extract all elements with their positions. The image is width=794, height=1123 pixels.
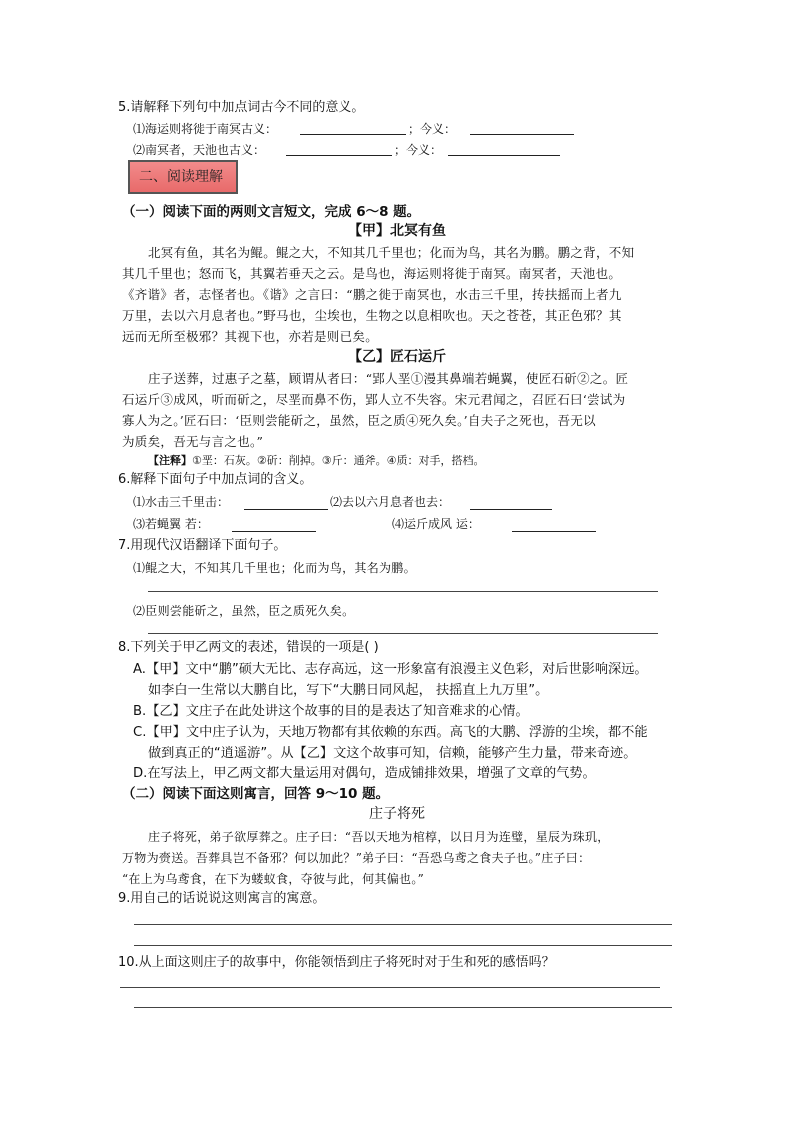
yi-line: 寡人为之。’匠石曰：‘臣则尝能斫之，虽然，臣之质④死久矣。’自夫子之死也，吾无以 [122,413,596,428]
q9-answer-line-2[interactable] [134,944,672,946]
q5-blank-1a[interactable] [300,133,406,135]
q7-sentence-1: ⑴鲲之大，不知其几千里也；化而为鸟，其名为鹏。 [133,561,416,575]
q6-item-3: ⑶若蝇翼 若： [133,517,209,531]
q9-answer-line-1[interactable] [134,923,672,925]
q5-blank-2b[interactable] [448,154,560,156]
notes-text: ①垩：石灰。②斫：削掉。③斤：通斧。④质：对手，搭档。 [192,454,485,467]
q10-answer-line-1[interactable] [120,986,660,988]
q10-title: 10.从上面这则庄子的故事中，你能领悟到庄子将死时对于生和死的感悟吗？ [118,955,555,970]
q6-blank-3[interactable] [232,530,316,532]
q5-line2: ⑵南冥者，天池也古义： [133,143,266,157]
yi-title: 【乙】匠石运斤 [348,349,446,365]
q8-title: 8.下列关于甲乙两文的表述，错误的一项是( ) [118,640,379,655]
part2-line: 万物为赍送。吾葬具岂不备邪？何以加此？”弟子曰：“吾恐乌鸢之食夫子也。”庄子曰： [122,851,591,865]
jia-title: 【甲】北冥有鱼 [348,223,446,239]
yi-line: 庄子送葬，过惠子之墓，顾谓从者曰：“郢人垩①漫其鼻端若蝇翼，使匠石斫②之。匠 [148,371,629,386]
q7-sentence-2: ⑵臣则尝能斫之，虽然，臣之质死久矣。 [133,604,355,618]
q5-line1: ⑴海运则将徙于南冥古义： [133,122,278,136]
q8-option-c-cont: 做到真正的“逍遥游”。从【乙】文这个故事可知，信赖，能够产生力量，带来奇迹。 [148,746,637,761]
q7-answer-line-1[interactable] [148,590,658,592]
jia-line: 万里，去以六月息者也。”野马也，尘埃也，生物之以息相吹也。天之苍苍，其正色邪？其 [122,308,622,323]
q6-blank-1[interactable] [244,508,328,510]
q6-blank-2[interactable] [470,508,552,510]
part2-line: 庄子将死，弟子欲厚葬之。庄子曰：“吾以天地为棺椁，以日月为连璧，星辰为珠玑， [148,830,610,844]
q5-blank-2a[interactable] [286,154,392,156]
notes [148,453,484,469]
part1-heading: （一）阅读下面的两则文言短文，完成 6～8 题。 [122,204,421,220]
q6-item-2: ⑵去以六月息者也去： [330,495,451,509]
q6-item-1: ⑴水击三千里击： [133,495,230,509]
jia-line: 其几千里也；怒而飞，其翼若垂天之云。是鸟也，海运则将徙于南冥。南冥者，天池也。 [122,266,622,281]
q6-title: 6.解释下面句子中加点词的含义。 [118,472,313,487]
q8-option-b: B.【乙】文庄子在此处讲这个故事的目的是表达了知音难求的心情。 [133,704,529,719]
yi-line: 石运斤③成风，听而斫之，尽垩而鼻不伤，郢人立不失容。宋元君闻之，召匠石曰‘尝试为 [122,392,626,407]
q8-option-a-cont: 如李白一生常以大鹏自比，写下“大鹏日同风起， 扶摇直上九万里”。 [148,683,549,698]
q9-title: 9.用自己的话说说这则寓言的寓意。 [118,891,326,906]
q5-blank-1b[interactable] [470,133,574,135]
q8-option-d: D.在写法上，甲乙两文都大量运用对偶句，造成铺排效果，增强了文章的气势。 [133,766,596,781]
part2-heading: （二）阅读下面这则寓言，回答 9～10 题。 [122,786,390,802]
q7-answer-line-2[interactable] [148,632,658,634]
q10-answer-line-2[interactable] [134,1006,672,1008]
part2-title: 庄子将死 [369,806,425,822]
q8-option-a: A.【甲】文中“鹏”硕大无比、志存高远，这一形象富有浪漫主义色彩，对后世影响深远。 [133,662,648,677]
notes-label: 【注释】 [148,454,192,467]
yi-line: 为质矣，吾无与言之也。” [122,434,264,449]
q6-item-4: ⑷运斤成风 运： [392,517,480,531]
jia-line: 《齐谐》者，志怪者也。《谐》之言曰：“鹏之徙于南冥也，水击三千里，抟扶摇而上者九 [122,287,622,302]
q6-blank-4[interactable] [512,530,596,532]
q5-line2-jin: ；今义： [394,143,443,157]
q8-option-c: C.【甲】文中庄子认为，天地万物都有其依赖的东西。高飞的大鹏、浮游的尘埃，都不能 [133,725,648,740]
part2-line: “在上为乌鸢食，在下为蝼蚁食，夺彼与此，何其偏也。” [122,872,425,886]
q7-title: 7.用现代汉语翻译下面句子。 [118,538,287,553]
section-banner-text: 二、阅读理解 [139,169,223,185]
q5-line1-jin: ；今义： [408,122,457,136]
jia-line: 远而无所至极邪？其视下也，亦若是则已矣。 [122,329,379,344]
q5-title: 5.请解释下列句中加点词古今不同的意义。 [118,100,365,115]
jia-line: 北冥有鱼，其名为鲲。鲲之大，不知其几千里也；化而为鸟，其名为鹏。鹏之背，不知 [148,245,635,260]
